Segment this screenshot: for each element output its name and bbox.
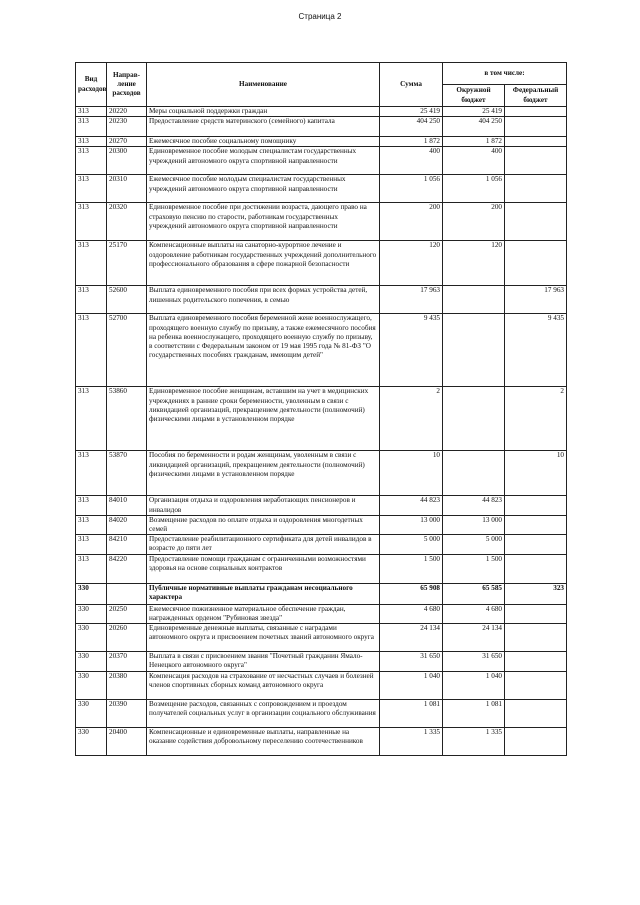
cell-naimenovanie: Выплата единовременного пособия при всех формах устройства детей, лишенных родительского попечения, в семью <box>147 286 380 314</box>
cell-vid-raskhodov: 330 <box>76 604 107 623</box>
table-row <box>76 652 567 672</box>
cell-summa: 1 335 <box>380 728 443 756</box>
header-vid-raskhodov: Вид расходов <box>76 63 107 107</box>
cell-federalny <box>505 728 567 756</box>
table-row <box>76 117 567 137</box>
cell-vid-raskhodov: 313 <box>76 175 107 203</box>
cell-summa: 404 250 <box>380 117 443 137</box>
cell-federalny <box>505 496 567 515</box>
cell-naimenovanie: Публичные нормативные выплаты гражданам несоциального характера <box>147 583 380 604</box>
header-naimenovanie: Наименование <box>147 63 380 107</box>
cell-napravlenie: 53860 <box>107 387 147 451</box>
cell-summa: 400 <box>380 147 443 175</box>
cell-vid-raskhodov: 313 <box>76 496 107 515</box>
cell-vid-raskhodov: 313 <box>76 117 107 137</box>
cell-okruzhnoy: 404 250 <box>443 117 505 137</box>
cell-okruzhnoy: 31 650 <box>443 652 505 672</box>
cell-vid-raskhodov: 313 <box>76 451 107 496</box>
cell-naimenovanie: Возмещение расходов, связанных с сопровождением и проездом получателей социальных услуг в организации социального обслуживания <box>147 700 380 728</box>
cell-naimenovanie: Предоставление реабилитационного сертификата для детей инвалидов в возрасте до пяти лет <box>147 535 380 554</box>
cell-vid-raskhodov: 330 <box>76 583 107 604</box>
cell-napravlenie: 20230 <box>107 117 147 137</box>
cell-napravlenie: 20370 <box>107 652 147 672</box>
cell-okruzhnoy <box>443 314 505 387</box>
cell-okruzhnoy <box>443 387 505 451</box>
cell-summa: 5 000 <box>380 535 443 554</box>
cell-naimenovanie: Предоставление средств материнского (семейного) капитала <box>147 117 380 137</box>
cell-federalny <box>505 241 567 286</box>
cell-summa: 2 <box>380 387 443 451</box>
cell-okruzhnoy: 200 <box>443 203 505 241</box>
cell-naimenovanie: Компенсация расходов на страхование от несчастных случаев и болезней членов спортивных сборных команд автономного округа <box>147 672 380 700</box>
cell-okruzhnoy: 1 872 <box>443 137 505 147</box>
cell-napravlenie: 25170 <box>107 241 147 286</box>
cell-okruzhnoy: 400 <box>443 147 505 175</box>
cell-okruzhnoy: 24 134 <box>443 624 505 652</box>
table-row <box>76 451 567 496</box>
cell-napravlenie: 52700 <box>107 314 147 387</box>
header-napravlenie-raskhodov: Направ-ление расходов <box>107 63 147 107</box>
page-number-header: Страница 2 <box>298 12 342 21</box>
cell-napravlenie: 20400 <box>107 728 147 756</box>
cell-summa: 1 056 <box>380 175 443 203</box>
cell-federalny <box>505 624 567 652</box>
cell-federalny <box>505 672 567 700</box>
cell-federalny: 17 963 <box>505 286 567 314</box>
cell-napravlenie: 20390 <box>107 700 147 728</box>
cell-naimenovanie: Предоставление помощи гражданам с ограниченными возможностями здоровья на основе социальных контрактов <box>147 554 380 583</box>
cell-federalny <box>505 203 567 241</box>
cell-federalny <box>505 554 567 583</box>
cell-naimenovanie: Возмещение расходов по оплате отдыха и оздоровления многодетных семей <box>147 515 380 534</box>
cell-okruzhnoy: 1 040 <box>443 672 505 700</box>
cell-summa: 17 963 <box>380 286 443 314</box>
cell-napravlenie: 20320 <box>107 203 147 241</box>
cell-summa: 1 081 <box>380 700 443 728</box>
cell-okruzhnoy: 1 081 <box>443 700 505 728</box>
cell-vid-raskhodov: 313 <box>76 535 107 554</box>
cell-summa: 31 650 <box>380 652 443 672</box>
cell-summa: 1 040 <box>380 672 443 700</box>
cell-federalny <box>505 137 567 147</box>
cell-summa: 65 908 <box>380 583 443 604</box>
budget-table <box>75 62 567 756</box>
cell-federalny <box>505 604 567 623</box>
cell-naimenovanie: Компенсационные и единовременные выплаты, направленные на оказание содействия добровольному переселению соотечественников <box>147 728 380 756</box>
cell-vid-raskhodov: 313 <box>76 515 107 534</box>
cell-naimenovanie: Единовременное пособие женщинам, вставшим на учет в медицинских учреждениях в ранние сроки беременности, уволенным в связи с ликвидацией организаций, прекращением деятельности (полномочий) физическими лицами в установленном порядке <box>147 387 380 451</box>
cell-summa: 44 823 <box>380 496 443 515</box>
table-row <box>76 496 567 515</box>
cell-napravlenie: 20250 <box>107 604 147 623</box>
cell-naimenovanie: Компенсационные выплаты на санаторно-курортное лечение и оздоровление работникам государственных учреждений дополнительного профессионального образования в сфере пожарной безопасности <box>147 241 380 286</box>
cell-naimenovanie: Единовременные денежные выплаты, связанные с наградами автономного округа и присвоением почетных званий автономного округа <box>147 624 380 652</box>
cell-vid-raskhodov: 330 <box>76 728 107 756</box>
cell-federalny <box>505 700 567 728</box>
cell-naimenovanie: Единовременное пособие молодым специалистам государственных учреждений автономного округа спортивной направленности <box>147 147 380 175</box>
cell-vid-raskhodov: 330 <box>76 624 107 652</box>
cell-federalny: 9 435 <box>505 314 567 387</box>
cell-vid-raskhodov: 330 <box>76 672 107 700</box>
table-row <box>76 515 567 534</box>
cell-okruzhnoy: 5 000 <box>443 535 505 554</box>
header-v-tom-chisle: в том числе: <box>443 63 567 85</box>
cell-naimenovanie: Единовременное пособие при достижении возраста, дающего право на страховую пенсию по старости, работникам государственных учреждений автономного округа спортивной направленности <box>147 203 380 241</box>
table-row <box>76 604 567 623</box>
cell-summa: 13 000 <box>380 515 443 534</box>
cell-okruzhnoy: 13 000 <box>443 515 505 534</box>
cell-okruzhnoy: 65 585 <box>443 583 505 604</box>
cell-napravlenie: 20380 <box>107 672 147 700</box>
cell-vid-raskhodov: 330 <box>76 652 107 672</box>
table-row <box>76 624 567 652</box>
cell-vid-raskhodov: 330 <box>76 700 107 728</box>
table-row <box>76 137 567 147</box>
table-row <box>76 175 567 203</box>
cell-napravlenie: 53870 <box>107 451 147 496</box>
cell-summa: 1 872 <box>380 137 443 147</box>
cell-federalny <box>505 175 567 203</box>
cell-okruzhnoy: 44 823 <box>443 496 505 515</box>
cell-vid-raskhodov: 313 <box>76 137 107 147</box>
cell-federalny <box>505 515 567 534</box>
cell-naimenovanie: Пособия по беременности и родам женщинам, уволенным в связи с ликвидацией организаций, прекращением деятельности (полномочий) физическими лицами в установленном порядке <box>147 451 380 496</box>
cell-naimenovanie: Выплата единовременного пособия беременной жене военнослужащего, проходящего военную службу по призыву, а также ежемесячного пособия на ребенка военнослужащего, проходящего военную службу по призыву, в соответствии с Федеральным законом от 19 мая 1995 года № 81-ФЗ "О государственных пособиях гражданам, имеющим детей" <box>147 314 380 387</box>
cell-napravlenie <box>107 583 147 604</box>
table-row <box>76 672 567 700</box>
cell-vid-raskhodov: 313 <box>76 314 107 387</box>
cell-naimenovanie: Ежемесячное пожизненное материальное обеспечение граждан, награжденных орденом "Рубиновая звезда" <box>147 604 380 623</box>
table-row <box>76 314 567 387</box>
cell-summa: 10 <box>380 451 443 496</box>
cell-summa: 1 500 <box>380 554 443 583</box>
cell-federalny: 2 <box>505 387 567 451</box>
cell-federalny <box>505 107 567 117</box>
cell-naimenovanie: Ежемесячное пособие социальному помощнику <box>147 137 380 147</box>
cell-naimenovanie: Организация отдыха и оздоровления неработающих пенсионеров и инвалидов <box>147 496 380 515</box>
cell-napravlenie: 20270 <box>107 137 147 147</box>
table-row <box>76 387 567 451</box>
cell-okruzhnoy: 1 335 <box>443 728 505 756</box>
table-row <box>76 554 567 583</box>
table-row <box>76 203 567 241</box>
cell-summa: 24 134 <box>380 624 443 652</box>
cell-federalny: 323 <box>505 583 567 604</box>
cell-summa: 200 <box>380 203 443 241</box>
cell-naimenovanie: Ежемесячное пособие молодым специалистам государственных учреждений автономного округа спортивной направленности <box>147 175 380 203</box>
table-row <box>76 286 567 314</box>
cell-napravlenie: 20300 <box>107 147 147 175</box>
cell-napravlenie: 20260 <box>107 624 147 652</box>
cell-summa: 4 680 <box>380 604 443 623</box>
header-federalny-byudzhet: Федеральный бюджет <box>505 85 567 107</box>
table-row <box>76 107 567 117</box>
cell-summa: 9 435 <box>380 314 443 387</box>
cell-okruzhnoy: 120 <box>443 241 505 286</box>
cell-okruzhnoy: 25 419 <box>443 107 505 117</box>
header-summa: Сумма <box>380 63 443 107</box>
cell-naimenovanie: Меры социальной поддержки граждан <box>147 107 380 117</box>
cell-naimenovanie: Выплата в связи с присвоением звания "Почетный гражданин Ямало-Ненецкого автономного округа" <box>147 652 380 672</box>
cell-vid-raskhodov: 313 <box>76 107 107 117</box>
header-okruzhnoy-byudzhet: Окружной бюджет <box>443 85 505 107</box>
table-row <box>76 147 567 175</box>
table-row <box>76 241 567 286</box>
cell-okruzhnoy: 1 056 <box>443 175 505 203</box>
table-row <box>76 535 567 554</box>
cell-federalny <box>505 147 567 175</box>
cell-napravlenie: 84010 <box>107 496 147 515</box>
cell-vid-raskhodov: 313 <box>76 286 107 314</box>
cell-vid-raskhodov: 313 <box>76 203 107 241</box>
cell-vid-raskhodov: 313 <box>76 241 107 286</box>
table-row <box>76 583 567 604</box>
cell-okruzhnoy <box>443 286 505 314</box>
cell-federalny: 10 <box>505 451 567 496</box>
table-row <box>76 728 567 756</box>
cell-napravlenie: 84020 <box>107 515 147 534</box>
cell-federalny <box>505 535 567 554</box>
cell-napravlenie: 84220 <box>107 554 147 583</box>
cell-vid-raskhodov: 313 <box>76 554 107 583</box>
table-row <box>76 700 567 728</box>
cell-napravlenie: 52600 <box>107 286 147 314</box>
cell-federalny <box>505 117 567 137</box>
cell-summa: 120 <box>380 241 443 286</box>
cell-napravlenie: 84210 <box>107 535 147 554</box>
cell-okruzhnoy: 4 680 <box>443 604 505 623</box>
cell-summa: 25 419 <box>380 107 443 117</box>
cell-okruzhnoy: 1 500 <box>443 554 505 583</box>
cell-vid-raskhodov: 313 <box>76 387 107 451</box>
cell-okruzhnoy <box>443 451 505 496</box>
cell-napravlenie: 20220 <box>107 107 147 117</box>
cell-vid-raskhodov: 313 <box>76 147 107 175</box>
cell-federalny <box>505 652 567 672</box>
cell-napravlenie: 20310 <box>107 175 147 203</box>
